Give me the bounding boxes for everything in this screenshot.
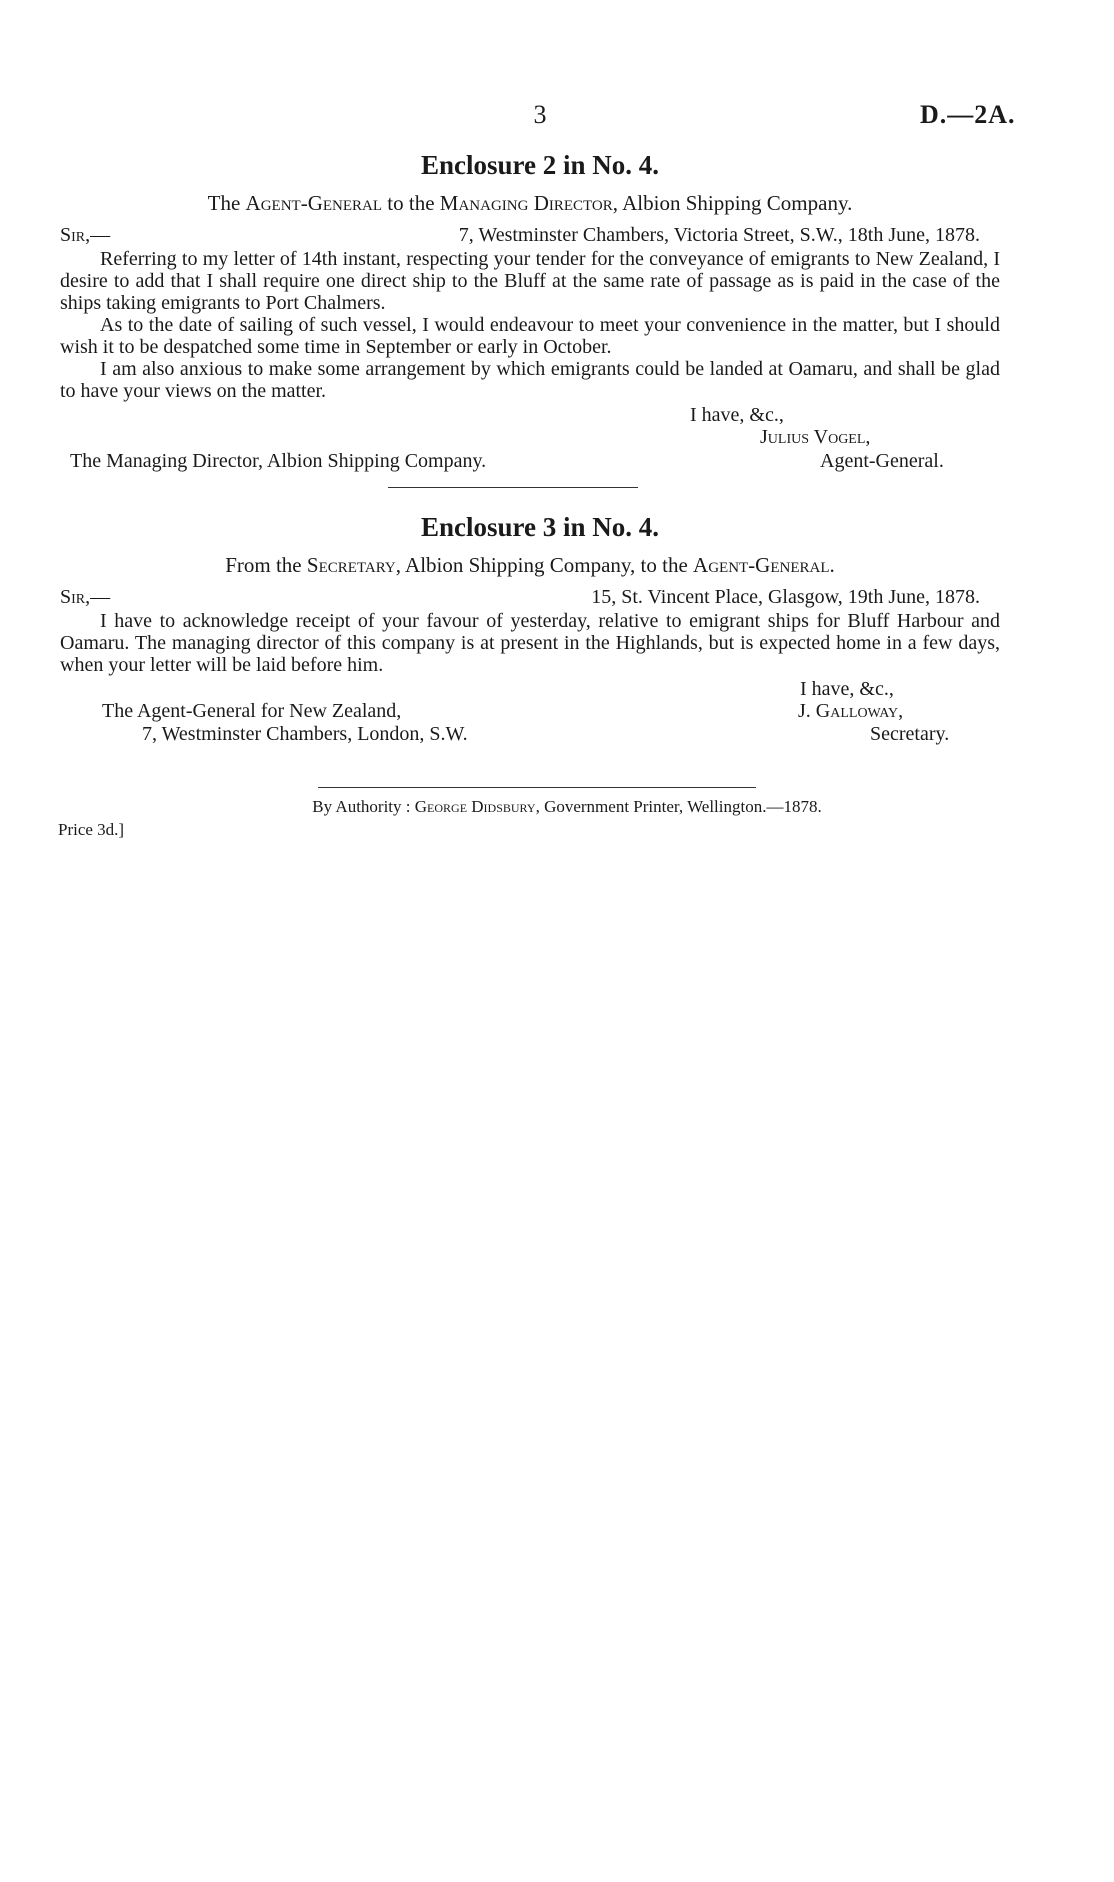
heading-sender: Agent-General xyxy=(245,191,383,215)
heading-text: . xyxy=(829,553,835,577)
letter-paragraph: Referring to my letter of 14th instant, respecting your tender for the conveyance of emigrants to New Zealand, I desire to add that I shall require one direct ship to the Bluff at the same rate of passage as is paid in the case of the ships taking emigrants to Port Chalmers. xyxy=(60,248,1000,314)
imprint-printer: George Didsbury xyxy=(414,797,536,816)
salutation: Sir,— xyxy=(60,224,111,246)
heading-text: , Albion Shipping Company. xyxy=(612,191,853,215)
sender-address: 7, Westminster Chambers, Victoria Street, S.W., 18th June, 1878. xyxy=(458,224,980,246)
salutation-row xyxy=(60,586,1000,610)
sender-address: 15, St. Vincent Place, Glasgow, 19th June, 1878. xyxy=(591,586,980,608)
enclosure-2-heading xyxy=(60,191,1000,216)
heading-text: From the xyxy=(225,553,307,577)
footer-rule xyxy=(318,787,756,788)
signature-block xyxy=(60,402,1000,478)
signatory-name: Julius Vogel, xyxy=(760,426,871,448)
signatory-name: J. Galloway, xyxy=(798,700,904,722)
closing: I have, &c., xyxy=(690,404,784,426)
salutation: Sir,— xyxy=(60,586,111,608)
closing: I have, &c., xyxy=(800,678,894,700)
heading-text: , Albion Shipping Company, to the xyxy=(395,553,694,577)
enclosure-3-heading xyxy=(60,553,1000,578)
letter-paragraph: I am also anxious to make some arrangement by which emigrants could be landed at Oamaru, and shall be glad to have your views on the matter. xyxy=(60,358,1000,402)
price-note: Price 3d.] xyxy=(58,820,125,839)
signatory-title: Agent-General. xyxy=(820,450,944,472)
heading-recipient: Managing Director xyxy=(439,191,613,215)
salutation-row xyxy=(60,224,1000,248)
enclosure-3 xyxy=(60,512,1000,752)
addressee: The Managing Director, Albion Shipping Company. xyxy=(70,450,487,472)
heading-recipient: Agent-General xyxy=(693,553,830,577)
document-reference: D.—2A. xyxy=(920,100,1016,129)
printer-imprint xyxy=(0,797,1114,817)
enclosure-2 xyxy=(60,150,1000,478)
addressee-line-2: 7, Westminster Chambers, London, S.W. xyxy=(142,723,468,745)
imprint-text: , Government Printer, Wellington.—1878. xyxy=(535,797,822,816)
signature-block xyxy=(60,676,1000,752)
heading-text: The xyxy=(207,191,246,215)
page-number: 3 xyxy=(533,100,547,129)
heading-sender: Secretary xyxy=(306,553,396,577)
section-divider xyxy=(388,487,638,488)
addressee-line-1: The Agent-General for New Zealand, xyxy=(102,700,402,722)
imprint-text: By Authority : xyxy=(312,797,415,816)
letter-paragraph: As to the date of sailing of such vessel, I would endeavour to meet your convenience in the matter, but I should wish it to be despatched some time in September or early in October. xyxy=(60,314,1000,358)
heading-text: to the xyxy=(382,191,440,215)
enclosure-3-title: Enclosure 3 in No. 4. xyxy=(420,512,660,542)
letter-paragraph: I have to acknowledge receipt of your favour of yesterday, relative to emigrant ships for Bluff Harbour and Oamaru. The managing director of this company is at present in the Highlands, but is expected home in a few days, when your letter will be laid before him. xyxy=(60,610,1000,676)
signatory-title: Secretary. xyxy=(870,723,950,745)
enclosure-2-title: Enclosure 2 in No. 4. xyxy=(420,150,660,180)
